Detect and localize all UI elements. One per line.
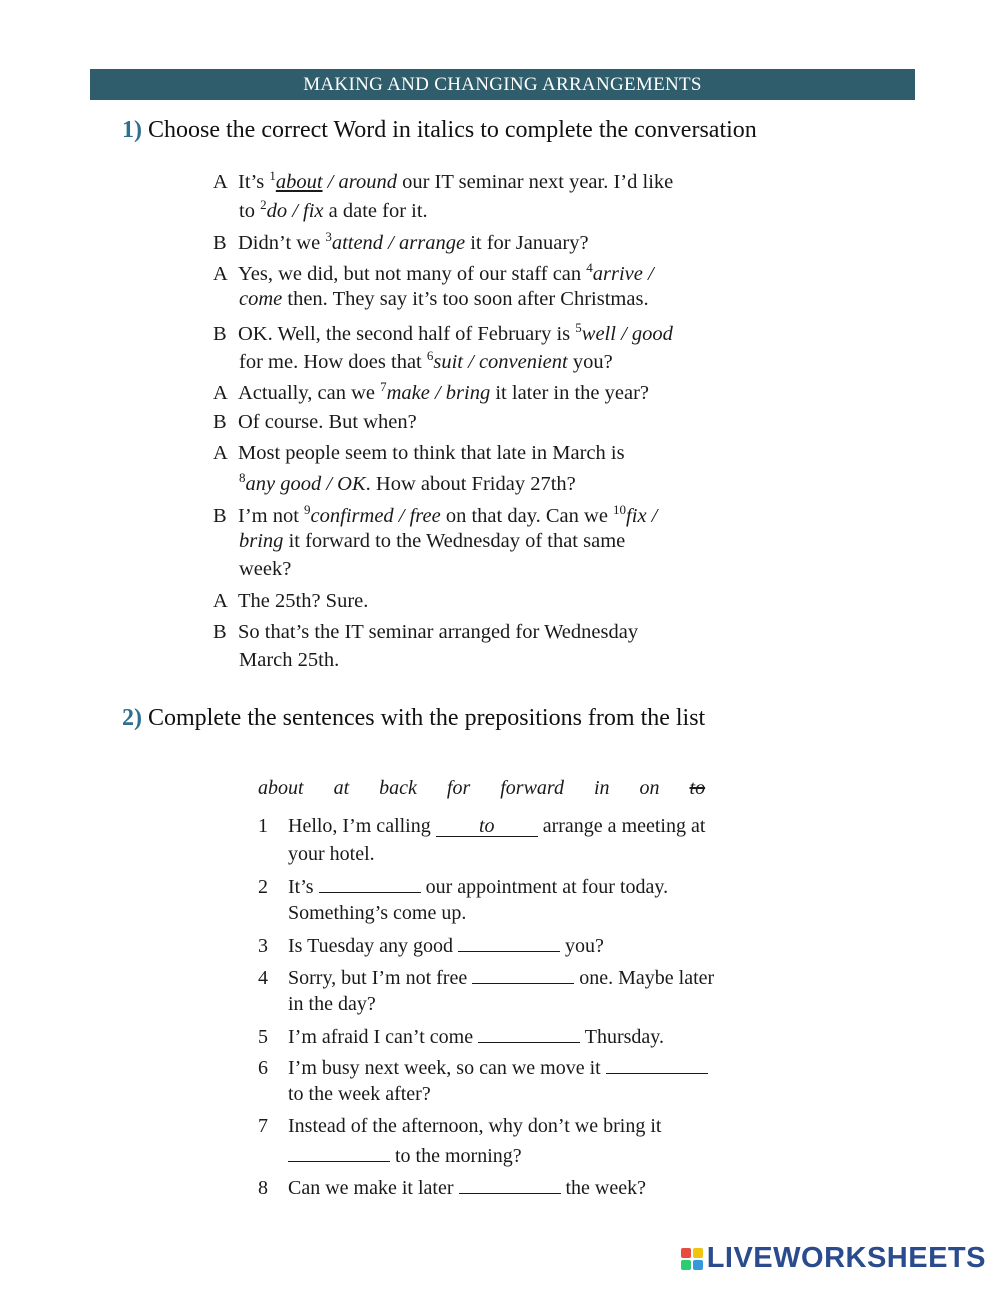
sentence-text: Thursday. [580, 1026, 664, 1048]
sentence-text: I’m afraid I can’t come [288, 1026, 479, 1048]
item-number: 7 [380, 379, 387, 394]
conversation-line [213, 649, 339, 672]
liveworksheets-logo [681, 1242, 986, 1275]
line-text: Didn’t we [238, 231, 326, 254]
sentence-4-cont [288, 993, 376, 1016]
sentence-text: to the week after? [288, 1083, 431, 1105]
speaker-label: B [213, 322, 227, 345]
line-text: March 25th. [239, 649, 340, 671]
line-text: Actually, can we [238, 381, 381, 404]
line-text: for me. How does that [239, 350, 427, 373]
line-text: on that day. Can we [440, 504, 614, 527]
speaker-label: B [213, 504, 227, 527]
logo-text: LIVEWORKSHEETS [706, 1242, 986, 1274]
option[interactable]: come [239, 288, 283, 310]
line-text: I’m not [238, 504, 305, 527]
option[interactable]: suit / convenient [433, 350, 568, 373]
sentence-2 [258, 874, 668, 899]
sentence-number: 5 [258, 1026, 268, 1048]
logo-square [693, 1248, 703, 1258]
conversation-line [213, 621, 638, 644]
sentence-8 [258, 1175, 646, 1200]
answer-blank-2[interactable] [319, 874, 421, 893]
sentence-text: Sorry, but I’m not free [288, 967, 473, 989]
section-1-number: 1) [122, 117, 142, 143]
word-item: forward [500, 777, 564, 799]
conversation-line [213, 379, 649, 405]
conversation-line [213, 197, 428, 223]
option-selected[interactable]: about [275, 170, 323, 193]
line-text: to [239, 199, 261, 222]
conversation-line [213, 168, 673, 194]
option[interactable]: fix / [626, 504, 658, 527]
conversation-line [213, 348, 613, 374]
option[interactable]: around [338, 170, 397, 193]
sentence-text: Is Tuesday any good [288, 935, 459, 957]
sentence-text: to the morning? [390, 1145, 522, 1167]
sentence-text: your hotel. [288, 843, 375, 865]
line-text: it forward to the Wednesday of that same [283, 530, 626, 552]
logo-icon [681, 1248, 703, 1270]
line-text: it later in the year? [490, 381, 650, 404]
word-item: for [446, 777, 471, 799]
sentence-number: 1 [258, 815, 268, 837]
option[interactable]: attend / arrange [331, 231, 466, 254]
answer-blank-1[interactable]: to [436, 818, 538, 837]
sentence-text: arrange a meeting at [537, 815, 706, 837]
option[interactable]: any good / OK [245, 472, 366, 495]
sentence-text: I’m busy next week, so can we move it [288, 1057, 606, 1079]
sentence-number: 7 [258, 1115, 268, 1137]
word-item: on [639, 777, 660, 799]
sentence-2-cont [288, 902, 466, 925]
option[interactable]: do / fix [266, 199, 324, 222]
item-number: 9 [304, 502, 311, 517]
sentence-number: 6 [258, 1057, 268, 1079]
line-text: Most people seem to think that late in March is [238, 442, 625, 464]
item-number: 4 [586, 260, 593, 275]
speaker-label: A [213, 262, 228, 285]
sentence-text: you? [560, 935, 604, 957]
sentence-number: 2 [258, 876, 268, 898]
section-2-heading [122, 705, 705, 732]
line-text: Yes, we did, but not many of our staff can [238, 262, 587, 285]
answer-blank-4[interactable] [472, 965, 574, 984]
conversation-line [213, 320, 673, 346]
speaker-label: A [213, 381, 228, 404]
line-text: So that’s the IT seminar arranged for Wednesday [238, 621, 639, 643]
sentence-text: our appointment at four today. [420, 876, 669, 898]
answer-blank-3[interactable] [458, 933, 560, 952]
line-text: OK. Well, the second half of February is [238, 322, 576, 345]
sentence-text: one. Maybe later [574, 967, 715, 989]
conversation-line [213, 288, 649, 311]
line-text: then. They say it’s too soon after Christmas. [282, 288, 649, 310]
sentence-4 [258, 965, 714, 990]
item-number: 1 [269, 168, 276, 183]
conversation-line [213, 590, 368, 613]
conversation-line [213, 502, 657, 528]
line-text: week? [239, 558, 292, 580]
word-item-used: to [689, 777, 706, 799]
item-number: 5 [575, 320, 582, 335]
speaker-label: A [213, 590, 228, 612]
option[interactable]: well / good [581, 322, 673, 345]
sentence-6 [258, 1055, 708, 1080]
speaker-label: B [213, 231, 227, 254]
sentence-text: the week? [560, 1177, 647, 1199]
section-1-instruction: Choose the correct Word in italics to complete the conversation [148, 117, 757, 143]
option[interactable]: bring [239, 530, 284, 552]
answer-blank-7[interactable] [288, 1143, 390, 1162]
item-number: 3 [325, 229, 332, 244]
line-text: a date for it. [323, 199, 428, 222]
item-number: 6 [426, 348, 434, 363]
section-2-instruction: Complete the sentences with the prepositions from the list [148, 705, 706, 731]
conversation-line [213, 470, 576, 496]
sentence-text: Can we make it later [288, 1177, 459, 1199]
item-number: 10 [613, 502, 627, 517]
conversation-line [213, 442, 625, 465]
conversation-line [213, 229, 589, 255]
speaker-label: A [213, 170, 228, 193]
word-item: at [333, 777, 350, 799]
sentence-3 [258, 933, 604, 958]
logo-square [681, 1260, 691, 1270]
sentence-number: 8 [258, 1177, 268, 1199]
conversation-line [213, 260, 654, 286]
sentence-text: in the day? [288, 993, 376, 1015]
speaker-label: A [213, 442, 228, 464]
sentence-1-cont [288, 843, 375, 866]
word-list [258, 777, 735, 800]
word-item: in [593, 777, 610, 799]
conversation-line [213, 558, 291, 581]
item-number: 2 [260, 197, 267, 212]
sentence-7 [258, 1115, 661, 1138]
speaker-label: B [213, 411, 227, 433]
conversation-line [213, 530, 625, 553]
sentence-text: Instead of the afternoon, why don’t we bring it [288, 1115, 662, 1137]
word-item: back [379, 777, 417, 799]
line-text: The 25th? Sure. [238, 590, 369, 612]
option-separator: / [322, 170, 339, 193]
section-2-number: 2) [122, 705, 142, 731]
option[interactable]: arrive / [592, 262, 654, 285]
sentence-5 [258, 1024, 664, 1049]
answer-blank-6[interactable] [606, 1055, 708, 1074]
section-1-heading [122, 117, 757, 144]
sentence-7-cont [288, 1143, 522, 1168]
line-text: it for January? [465, 231, 589, 254]
sentence-1 [258, 815, 705, 838]
line-text: It’s [238, 170, 270, 193]
line-text: . How about Friday 27th? [365, 472, 576, 495]
page-title: MAKING AND CHANGING ARRANGEMENTS [90, 69, 915, 100]
answer-blank-5[interactable] [478, 1024, 580, 1043]
sentence-number: 3 [258, 935, 268, 957]
logo-square [681, 1248, 691, 1258]
sentence-number: 4 [258, 967, 268, 989]
sentence-text: It’s [288, 876, 319, 898]
option[interactable]: confirmed / free [310, 504, 441, 527]
item-number: 8 [239, 470, 246, 485]
line-text: Of course. But when? [238, 411, 417, 433]
sentence-text: Hello, I’m calling [288, 815, 436, 837]
conversation-line [213, 411, 417, 434]
sentence-6-cont [288, 1083, 431, 1106]
answer-blank-8[interactable] [459, 1175, 561, 1194]
word-item: about [258, 777, 304, 799]
logo-square [693, 1260, 703, 1270]
line-text: our IT seminar next year. I’d like [396, 170, 674, 193]
line-text: you? [567, 350, 613, 373]
option[interactable]: make / bring [386, 381, 491, 404]
speaker-label: B [213, 621, 227, 643]
sentence-text: Something’s come up. [288, 902, 467, 924]
